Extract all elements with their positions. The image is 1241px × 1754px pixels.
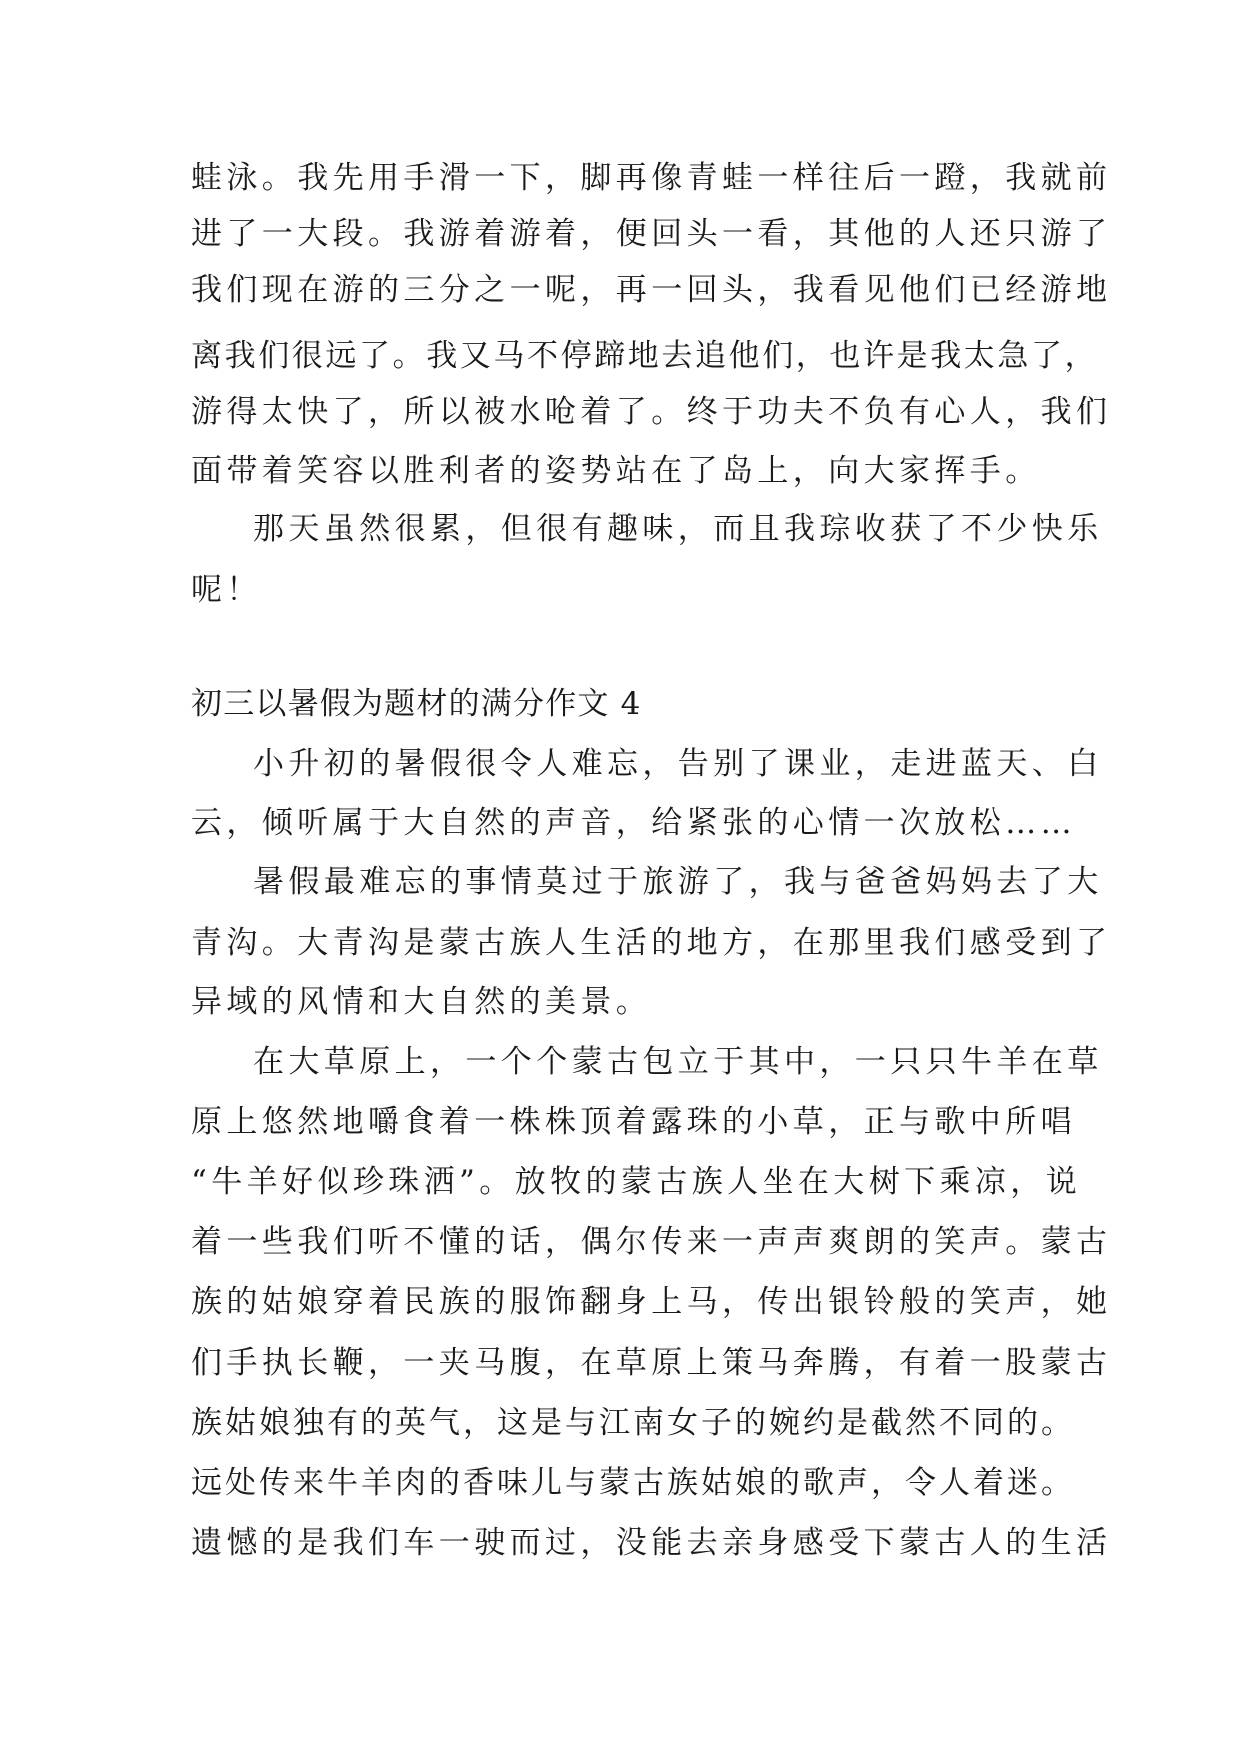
text-line: 离我们很远了。我又马不停蹄地去追他们，也许是我太急了， (191, 338, 1099, 374)
text-line: 异域的风情和大自然的美景。 (191, 984, 652, 1020)
text-line: 那天虽然很累，但很有趣味，而且我琮收获了不少快乐 (253, 511, 1103, 547)
section-heading: 初三以暑假为题材的满分作文 4 (191, 686, 642, 722)
text-line: 青沟。大青沟是蒙古族人生活的地方，在那里我们感受到了 (191, 925, 1112, 961)
text-line: 小升初的暑假很令人难忘，告别了课业，走进蓝天、白 (253, 746, 1103, 782)
text-line: “牛羊好似珍珠洒”。放牧的蒙古族人坐在大树下乘凉，说 (191, 1164, 1082, 1200)
text-line: 呢！ (191, 572, 262, 608)
text-line: 远处传来牛羊肉的香味儿与蒙古族姑娘的歌声，令人着迷。 (191, 1465, 1075, 1501)
text-line: 在大草原上，一个个蒙古包立于其中，一只只牛羊在草 (253, 1044, 1103, 1080)
text-line: 进了一大段。我游着游着，便回头一看，其他的人还只游了 (191, 216, 1112, 252)
text-line: 暑假最难忘的事情莫过于旅游了，我与爸爸妈妈去了大 (253, 864, 1103, 900)
text-line: 蛙泳。我先用手滑一下，脚再像青蛙一样往后一蹬，我就前 (191, 160, 1112, 196)
text-line: 族姑娘独有的英气，这是与江南女子的婉约是截然不同的。 (191, 1405, 1075, 1441)
text-line: 云，倾听属于大自然的声音，给紧张的心情一次放松…… (191, 805, 1076, 841)
text-line: 着一些我们听不懂的话，偶尔传来一声声爽朗的笑声。蒙古 (191, 1224, 1112, 1260)
text-line: 原上悠然地嚼食着一株株顶着露珠的小草，正与歌中所唱 (191, 1104, 1076, 1140)
text-line: 遗憾的是我们车一驶而过，没能去亲身感受下蒙古人的生活 (191, 1525, 1112, 1561)
text-line: 们手执长鞭，一夹马腹，在草原上策马奔腾，有着一股蒙古 (191, 1345, 1112, 1381)
text-line: 面带着笑容以胜利者的姿势站在了岛上，向大家挥手。 (191, 453, 1041, 489)
text-line: 我们现在游的三分之一呢，再一回头，我看见他们已经游地 (191, 272, 1112, 308)
text-line: 族的姑娘穿着民族的服饰翻身上马，传出银铃般的笑声，她 (191, 1284, 1112, 1320)
text-line: 游得太快了，所以被水呛着了。终于功夫不负有心人，我们 (191, 394, 1112, 430)
